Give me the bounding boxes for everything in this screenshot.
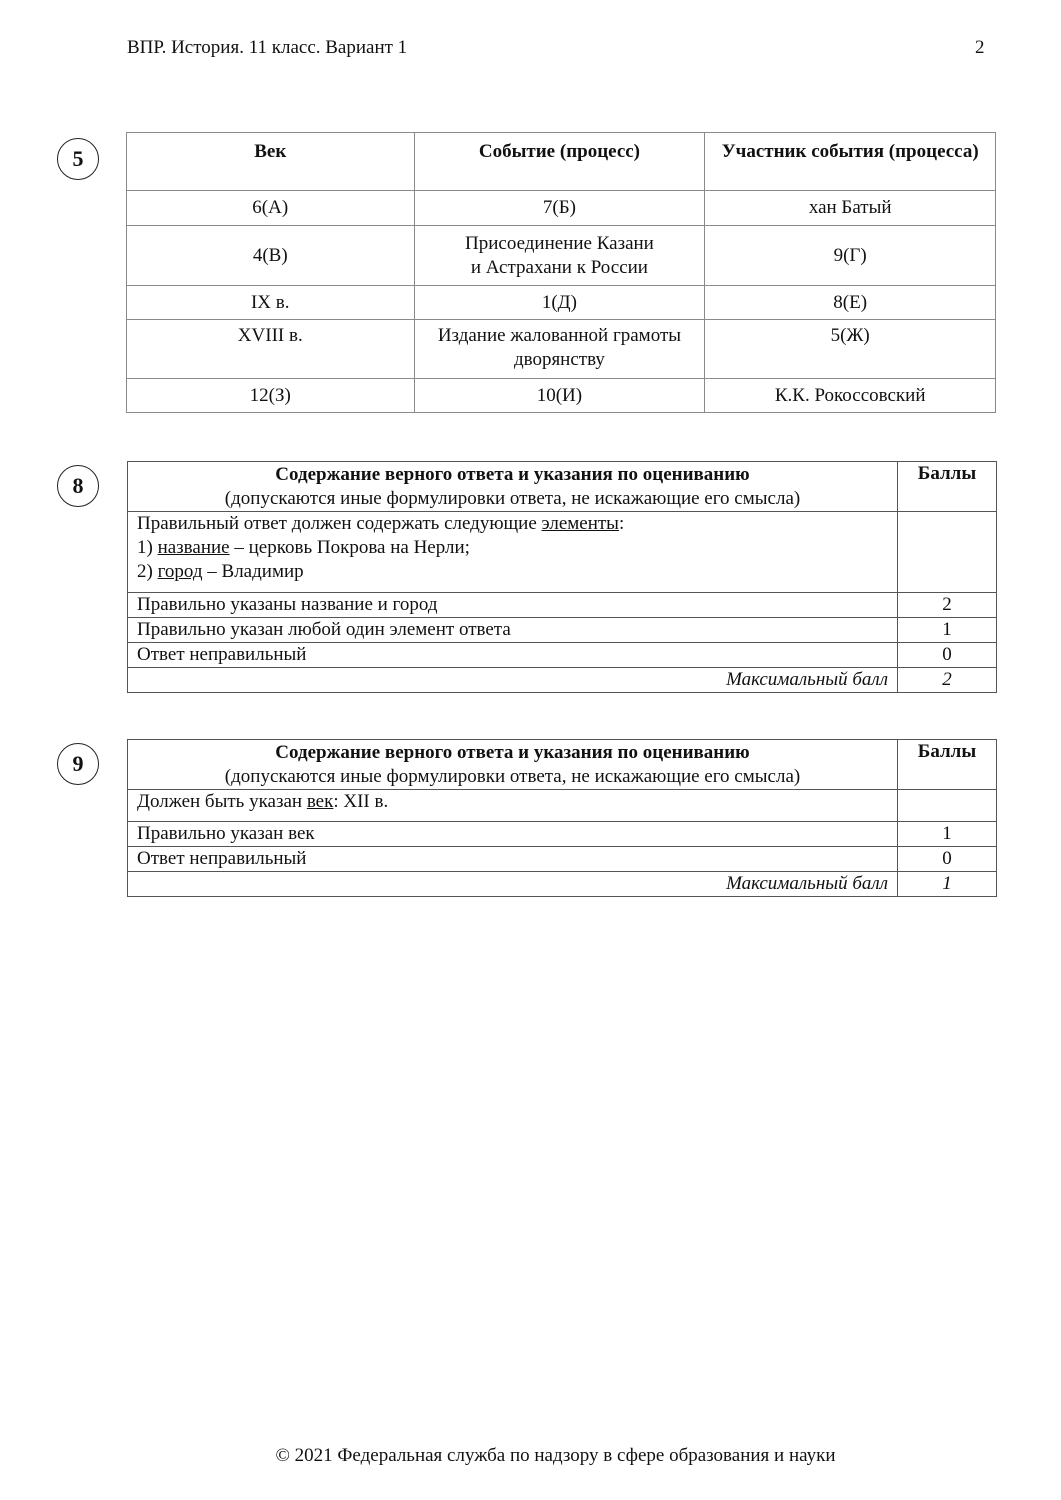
table-header-row: [128, 462, 997, 512]
criteria-points: 1: [898, 618, 997, 643]
max-score-value: 2: [898, 668, 997, 693]
criteria-points: 1: [898, 822, 997, 847]
table-cell: 5(Ж): [705, 320, 996, 379]
page-number: 2: [975, 37, 985, 58]
task5-answer-table: [126, 132, 996, 413]
criteria-points: 2: [898, 593, 997, 618]
table-row: [127, 191, 996, 226]
table-cell: Присоединение Казани и Астрахани к России: [414, 226, 705, 286]
max-score-label: Максимальный балл: [128, 872, 898, 897]
answer-row: [128, 512, 997, 593]
table-cell: хан Батый: [705, 191, 996, 226]
table-cell: 10(И): [414, 379, 705, 413]
points-header: Баллы: [898, 740, 997, 790]
answer-item: 1) название – церковь Покрова на Нерли;: [137, 537, 470, 558]
task8-scoring-table: [127, 461, 997, 693]
answer-content: [128, 512, 898, 593]
empty-cell: [898, 790, 997, 822]
table-cell: 1(Д): [414, 286, 705, 320]
table-row: [127, 286, 996, 320]
points-header: Баллы: [898, 462, 997, 512]
column-header: Событие (процесс): [414, 133, 705, 191]
table-cell: 4(В): [127, 226, 415, 286]
scoring-header-title: Содержание верного ответа и указания по оцениванию: [275, 463, 750, 485]
answer-content: Должен быть указан век: XII в.: [128, 790, 898, 822]
task9-scoring-table: [127, 739, 997, 897]
criteria-row: [128, 618, 997, 643]
criteria-text: Ответ неправильный: [128, 847, 898, 872]
answer-row: [128, 790, 997, 822]
table-header-row: [127, 133, 996, 191]
empty-cell: [898, 512, 997, 593]
table-cell: XVIII в.: [127, 320, 415, 379]
scoring-header-title: Содержание верного ответа и указания по оцениванию: [275, 741, 750, 763]
table-cell: 7(Б): [414, 191, 705, 226]
task-number-badge: 8: [57, 465, 99, 507]
task-number-badge: 9: [57, 743, 99, 785]
max-score-row: [128, 872, 997, 897]
table-cell: IX в.: [127, 286, 415, 320]
criteria-text: Правильно указан век: [128, 822, 898, 847]
table-cell: 6(А): [127, 191, 415, 226]
column-header: Век: [127, 133, 415, 191]
table-header-row: [128, 740, 997, 790]
table-cell: Издание жалованной грамоты дворянству: [414, 320, 705, 379]
criteria-text: Ответ неправильный: [128, 643, 898, 668]
answer-intro: Правильный ответ должен содержать следующие элементы:: [137, 513, 625, 534]
criteria-points: 0: [898, 643, 997, 668]
criteria-row: [128, 847, 997, 872]
criteria-text: Правильно указаны название и город: [128, 593, 898, 618]
criteria-row: [128, 593, 997, 618]
max-score-value: 1: [898, 872, 997, 897]
table-row: [127, 320, 996, 379]
page-footer-copyright: © 2021 Федеральная служба по надзору в сфере образования и науки: [275, 1445, 836, 1466]
table-row: [127, 379, 996, 413]
criteria-text: Правильно указан любой один элемент ответа: [128, 618, 898, 643]
table-cell: 8(Е): [705, 286, 996, 320]
criteria-row: [128, 822, 997, 847]
table-cell: К.К. Рокоссовский: [705, 379, 996, 413]
table-cell: 12(З): [127, 379, 415, 413]
scoring-header: [128, 740, 898, 790]
table-cell: 9(Г): [705, 226, 996, 286]
scoring-header: [128, 462, 898, 512]
task-number-badge: 5: [57, 138, 99, 180]
column-header: Участник события (процесса): [705, 133, 996, 191]
table-row: [127, 226, 996, 286]
scoring-header-note: (допускаются иные формулировки ответа, не искажающие его смысла): [224, 487, 801, 509]
criteria-points: 0: [898, 847, 997, 872]
answer-item: 2) город – Владимир: [137, 561, 304, 582]
criteria-row: [128, 643, 997, 668]
page-header-title: ВПР. История. 11 класс. Вариант 1: [127, 37, 408, 58]
max-score-row: [128, 668, 997, 693]
max-score-label: Максимальный балл: [128, 668, 898, 693]
scoring-header-note: (допускаются иные формулировки ответа, не искажающие его смысла): [224, 765, 801, 787]
